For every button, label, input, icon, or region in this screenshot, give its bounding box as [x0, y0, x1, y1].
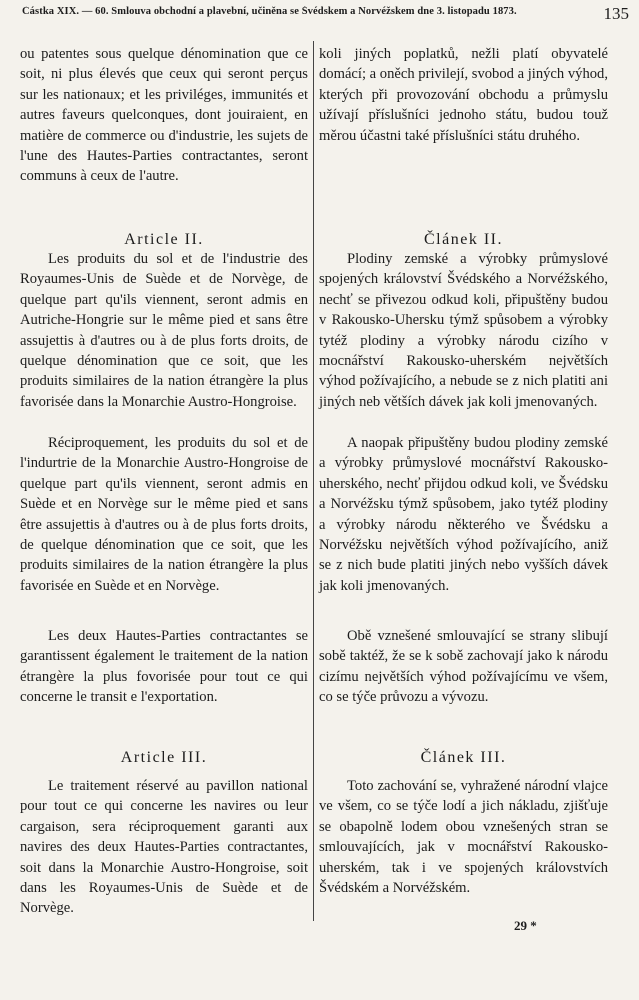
czech-article-2-paragraph-2: A naopak připuštěny budou plodiny zemské a výrobky průmyslové mocnářství Rakousko-uherského, nechť přijdou odkud koli, ve Švédsku a Norvéžsku týmž spůsobem, jako tytéž plodiny a výrobky národu některého ve Švédsku a Norvéžsku největších výhod požívajícího, aniž se z nich bude platiti jiných nebo vyšších dávek jak koli jmenovaných. — [319, 435, 608, 594]
french-article-2-paragraph-3: Les deux Hautes-Parties contractantes se garantissent également le traitement de la nation étrangère la plus fovorisée pour tout ce qui concerne le transit e l'exportation. — [20, 628, 308, 706]
french-article-2-heading: Article II. — [124, 231, 204, 248]
czech-article-2-paragraph-1: Plodiny zemské a výrobky průmyslové spojených království Švédského a Norvéžského, nechť se přivezou odkud koli, připuštěny budou v Rakousko-Uhersku týmž spůsobem a výrobky tytéž plodiny a výrobky národu cizího v mocnářství Rakousko-uherském největších výhod požívajícího, a nebude se z nich platiti ani jiných neb větších dávek jak koli jmenovaných. — [319, 251, 608, 410]
czech-article-2-paragraph-3: Obě vznešené smlouvající se strany slibují sobě taktéž, že se k sobě zachovají jako k národu cizímu největších výhod požívajícímu ve všem, co se týče průvozu a vývozu. — [319, 628, 608, 706]
czech-intro-continuation: koli jiných poplatků, nežli platí obyvatelé domácí; a oněch privilejí, svobod a jiných výhod, kterých při provozování obchodu a průmyslu užívají příslušníci jednoho státu, budou touž měrou účastni také příslušníci státu druhého. — [319, 46, 608, 144]
french-article-3-heading: Article III. — [120, 749, 208, 766]
czech-article-3-paragraph-1: Toto zachování se, vyhražené národní vlajce ve všem, co se týče lodí a jich nákladu, zjišťuje se obapolně lodem obou vznešených stran se smlouvajících, jak v mocnářství Rakousko-uherském, tak i ve spojených královstvích Švédském a Norvéžském. — [319, 778, 608, 897]
column-divider — [313, 41, 314, 921]
page-number: 135 — [603, 4, 629, 23]
signature-mark: 29 * — [514, 918, 537, 933]
french-article-3-paragraph-1: Le traitement réservé au pavillon national pour tout ce qui concerne les navires ou leur cargaison, sera réciproquement garanti aux navires des deux Hautes-Parties contractantes, soit dans la Monarchie Austro-Hongroise, soit dans les Royaumes-Unis de Suède et de Norvège. — [20, 778, 308, 917]
czech-column — [319, 44, 608, 924]
french-intro-continuation: ou patentes sous quelque dénomination que ce soit, ni plus élevés que ceux qui seront perçus sur les nationaux; et les priviléges, immunités et autres faveurs quelconques, dont jouiraient, en matière de commerce ou d'industrie, les sujets de l'une des Hautes-Parties contractantes, seront communs à ceux de l'autre. — [20, 46, 308, 185]
czech-article-3-heading: Článek III. — [420, 749, 507, 766]
french-column — [20, 44, 308, 924]
czech-article-2-heading: Článek II. — [424, 231, 503, 248]
french-article-2-paragraph-2: Réciproquement, les produits du sol et de l'indurtrie de la Monarchie Austro-Hongroise de quelque part qu'ils viennent, seront admis en Suède et en Norvège sur le même pied et sans être assujettis à d'autres ou à de plus forts droits, de quelque dénomination que ce soit, que les produits similaires de la nation étrangère la plus favorisée en Suède et en Norvège. — [20, 435, 308, 594]
french-article-2-paragraph-1: Les produits du sol et de l'industrie des Royaumes-Unis de Suède et de Norvège, de quelque part qu'ils viennent, seront admis en Autriche-Hongrie sur le même pied et sans être assujettis à d'autres ou à de plus forts droits, de quelque dénomination que ce soit, que les produits similaires de la nation étrangère la plus favorisée dans la Monarchie Austro-Hongroise. — [20, 251, 308, 410]
running-head: Částka XIX. — 60. Smlouva obchodní a plavební, učiněna se Švédskem a Norvéžskem dne 3. listopadu 1873. — [22, 6, 517, 17]
